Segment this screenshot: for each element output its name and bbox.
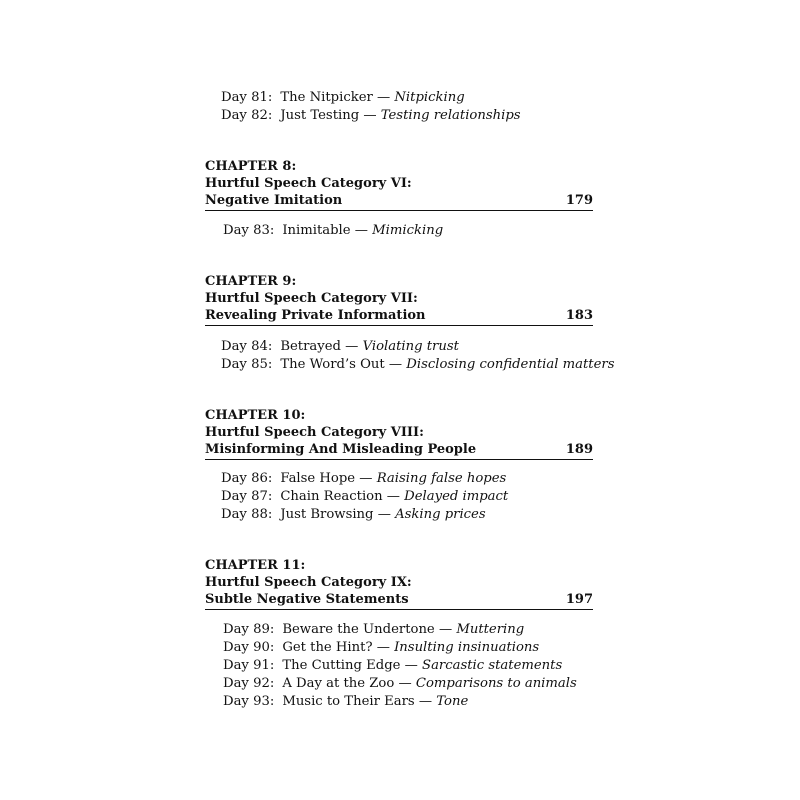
entry-title: A Day at the Zoo [282, 676, 395, 691]
day-number: Day 91: [223, 658, 275, 673]
entry-title: Just Browsing [280, 507, 374, 522]
entry-subtitle: Testing relationships [380, 108, 521, 123]
day-number: Day 82: [221, 108, 273, 123]
entry-title: The Nitpicker [280, 90, 373, 105]
chapter-category: Hurtful Speech Category VIII: [205, 425, 424, 440]
entry-subtitle: Disclosing confidential matters [406, 357, 615, 372]
entry-subtitle: Delayed impact [404, 489, 509, 504]
chapter-page-number: 189 [565, 442, 593, 457]
chapter-heading-9 [205, 273, 593, 326]
entry-title: The Cutting Edge [282, 658, 401, 673]
entry-title: The Word’s Out [280, 357, 385, 372]
entry-dash: — [384, 357, 407, 372]
entry-subtitle: Nitpicking [394, 90, 465, 105]
chapter-category: Hurtful Speech Category VII: [205, 291, 418, 306]
toc-entry [223, 222, 443, 240]
chapter-label: CHAPTER 11: [205, 558, 306, 573]
day-number: Day 93: [223, 694, 275, 709]
entry-title: Betrayed [280, 339, 341, 354]
entry-subtitle: Muttering [456, 622, 525, 637]
day-number: Day 81: [221, 90, 273, 105]
day-number: Day 90: [223, 640, 275, 655]
chapter-title-row [205, 591, 593, 610]
chapter-name: Subtle Negative Statements [205, 592, 409, 607]
chapter-category: Hurtful Speech Category VI: [205, 176, 412, 191]
chapter-title-row [205, 307, 593, 326]
chapter-label: CHAPTER 10: [205, 408, 306, 423]
toc-entry [221, 338, 459, 356]
day-number: Day 86: [221, 471, 273, 486]
chapter-category: Hurtful Speech Category IX: [205, 575, 412, 590]
toc-entry [221, 470, 506, 488]
entry-subtitle: Violating trust [362, 339, 459, 354]
day-number: Day 84: [221, 339, 273, 354]
toc-entry [223, 657, 562, 675]
entry-title: Get the Hint? [282, 640, 373, 655]
chapter-name: Misinforming And Misleading People [205, 442, 477, 457]
entry-dash: — [400, 658, 423, 673]
chapter-title-row [205, 441, 593, 460]
entry-dash: — [382, 489, 405, 504]
chapter-name: Negative Imitation [205, 193, 343, 208]
entry-title: Beware the Undertone [282, 622, 435, 637]
chapter-page-number: 179 [565, 193, 593, 208]
entry-dash: — [355, 471, 377, 486]
toc-entry [221, 506, 486, 524]
toc-entry [221, 356, 614, 374]
chapter-heading-11 [205, 557, 593, 610]
entry-dash: — [372, 90, 395, 105]
chapter-title-row [205, 192, 593, 211]
entry-subtitle: Raising false hopes [376, 471, 507, 486]
toc-entry [221, 89, 465, 107]
day-number: Day 89: [223, 622, 275, 637]
day-number: Day 85: [221, 357, 273, 372]
entry-dash: — [394, 676, 416, 691]
day-number: Day 88: [221, 507, 273, 522]
entry-subtitle: Insulting insinuations [394, 640, 540, 655]
entry-dash: — [359, 108, 381, 123]
day-number: Day 83: [223, 223, 275, 238]
entry-dash: — [350, 223, 373, 238]
entry-title: Inimitable [282, 223, 351, 238]
chapter-name: Revealing Private Information [205, 308, 426, 323]
entry-dash: — [414, 694, 437, 709]
entry-title: Chain Reaction [280, 489, 383, 504]
chapter-label: CHAPTER 9: [205, 274, 297, 289]
toc-entry [223, 621, 524, 639]
entry-title: Just Testing [280, 108, 360, 123]
chapter-heading-8 [205, 158, 593, 211]
entry-title: False Hope [280, 471, 356, 486]
day-number: Day 92: [223, 676, 275, 691]
entry-subtitle: Sarcastic statements [422, 658, 563, 673]
entry-subtitle: Mimicking [372, 223, 444, 238]
toc-entry [223, 693, 468, 711]
chapter-label: CHAPTER 8: [205, 159, 297, 174]
entry-dash: — [373, 507, 396, 522]
toc-entry [223, 639, 539, 657]
entry-dash: — [372, 640, 395, 655]
toc-entry [223, 675, 577, 693]
chapter-heading-10 [205, 407, 593, 460]
toc-entry [221, 107, 521, 125]
entry-subtitle: Tone [436, 694, 469, 709]
entry-subtitle: Asking prices [395, 507, 486, 522]
entry-dash: — [340, 339, 363, 354]
day-number: Day 87: [221, 489, 273, 504]
entry-title: Music to Their Ears [282, 694, 415, 709]
chapter-page-number: 197 [565, 592, 593, 607]
toc-entry [221, 488, 508, 506]
chapter-page-number: 183 [565, 308, 593, 323]
entry-dash: — [434, 622, 457, 637]
entry-subtitle: Comparisons to animals [415, 676, 577, 691]
